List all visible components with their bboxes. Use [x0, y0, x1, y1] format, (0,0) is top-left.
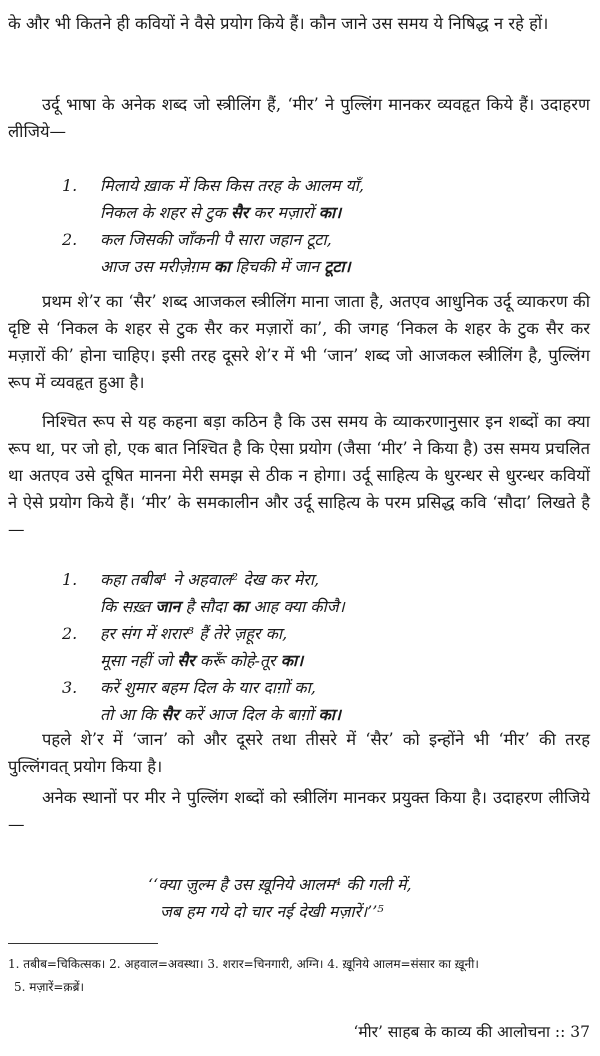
verse-block-1 [62, 172, 492, 280]
paragraph-6: अनेक स्थानों पर मीर ने पुल्लिंग शब्दों को स्त्रीलिंग मानकर प्रयुक्त किया है। उदाहरण लीजिये— [8, 788, 590, 834]
verse-line [62, 701, 492, 728]
verse-block-2 [62, 566, 492, 728]
verse-line [62, 647, 492, 674]
emphasis: जान [155, 597, 181, 616]
verse-text: करें शुमार बहम दिल के यार दाग़ों का, [100, 678, 316, 697]
verse-line [62, 253, 492, 280]
running-footer: ‘मीर’ साहब के काव्य की आलोचना :: 37 [353, 1023, 590, 1041]
verse-number: 2. [62, 230, 78, 249]
emphasis: का। [318, 705, 341, 724]
verse-number: 1. [62, 176, 78, 195]
verse-line [62, 620, 492, 647]
emphasis: सैर [161, 705, 179, 724]
paragraph-1: के और भी कितने ही कवियों ने वैसे प्रयोग किये हैं। कौन जाने उस समय ये निषिद्ध न रहे हों। [8, 14, 549, 33]
verse-number: 2. [62, 624, 78, 643]
paragraph-5: पहले शे’र में ‘जान’ को और दूसरे तथा तीसरे में ‘सैर’ को इन्होंने भी ‘मीर’ की तरह पुल्लिंगवत् प्रयोग किया है। [8, 730, 590, 776]
emphasis: का [231, 597, 249, 616]
emphasis: टूटा। [324, 257, 351, 276]
emphasis: का। [280, 651, 304, 670]
verse-text: कि सख़्त जान है सौदा का आह क्या कीजै। [100, 597, 345, 616]
emphasis: सैर [230, 203, 249, 222]
paragraph-2: उर्दू भाषा के अनेक शब्द जो स्त्रीलिंग हैं, ‘मीर’ ने पुल्लिंग मानकर व्यवहृत किये हैं। उदाहरण लीजिये— [8, 95, 590, 141]
verse-line [62, 226, 492, 253]
quote-line: जब हम गये दो चार नई देखी मज़ारें।’’⁵ [160, 902, 384, 921]
verse-text: कहा तबीब¹ ने अहवाल² देख कर मेरा, [100, 570, 320, 589]
verse-text: तो आ कि सैर करें आज दिल के बाग़ों का। [100, 705, 341, 724]
verse-line [62, 674, 492, 701]
footnote-divider [8, 943, 158, 944]
emphasis: सैर [177, 651, 195, 670]
quote-line: ‘‘क्या ज़ुल्म है उस ख़ूनिये आलम⁴ की गली में, [148, 875, 412, 894]
verse-text: निकल के शहर से टुक सैर कर मज़ारों का। [100, 203, 342, 222]
verse-text: कल जिसकी जाँकनी पै सारा जहान टूटा, [100, 230, 332, 249]
paragraph-4: निश्चित रूप से यह कहना बड़ा कठिन है कि उस समय के व्याकरणानुसार इन शब्दों का क्या रूप था, पर जो हो, एक बात निश्चित है कि ऐसा प्रयोग (जैसा ‘मीर’ ने किया है) उस समय प्रचलित था अतएव उसे दूषित मानना मेरी समझ से ठीक न होगा। उर्दू साहित्य के धुरन्धर से धुरन्धर कवियों ने ऐसे प्रयोग किये हैं। ‘मीर’ के समकालीन और उर्दू साहित्य के परम प्रसिद्ध कवि ‘सौदा’ लिखते है— [8, 412, 590, 539]
emphasis: का। [318, 203, 342, 222]
footnote-line: 1. तबीब=चिकित्सक। 2. अहवाल=अवस्था। 3. शरार=चिनगारी, अग्नि। 4. ख़ूनिये आलम=संसार का ख़ूनी। [8, 957, 479, 971]
verse-line [62, 172, 492, 199]
verse-line [62, 566, 492, 593]
verse-text: हर संग में शरार³ हैं तेरे ज़हूर का, [100, 624, 288, 643]
verse-text: मूसा नहीं जो सैर करूँ कोहे-तूर का। [100, 651, 304, 670]
verse-line [62, 593, 492, 620]
quoted-verse [148, 871, 548, 925]
footnote-line: 5. मज़ारें=क़ब्रें। [14, 980, 85, 994]
verse-line [62, 199, 492, 226]
paragraph-3: प्रथम शे’र का ‘सैर’ शब्द आजकल स्त्रीलिंग माना जाता है, अतएव आधुनिक उर्दू व्याकरण की दृष्टि से ‘निकल के शहर से टुक सैर कर मज़ारों का’, की जगह ‘निकल के शहर के टुक सैर कर मज़ारों की’ होना चाहिए। इसी तरह दूसरे शे’र में भी ‘जान’ शब्द जो आजकल स्त्रीलिंग है, पुल्लिंग रूप में व्यवहृत हुआ है। [8, 292, 590, 392]
verse-number: 1. [62, 570, 78, 589]
emphasis: का [213, 257, 231, 276]
verse-number: 3. [62, 678, 78, 697]
verse-text: आज उस मरीज़ेग़म का हिचकी में जान टूटा। [100, 257, 351, 276]
verse-text: मिलाये ख़ाक में किस किस तरह के आलम याँ, [100, 176, 364, 195]
